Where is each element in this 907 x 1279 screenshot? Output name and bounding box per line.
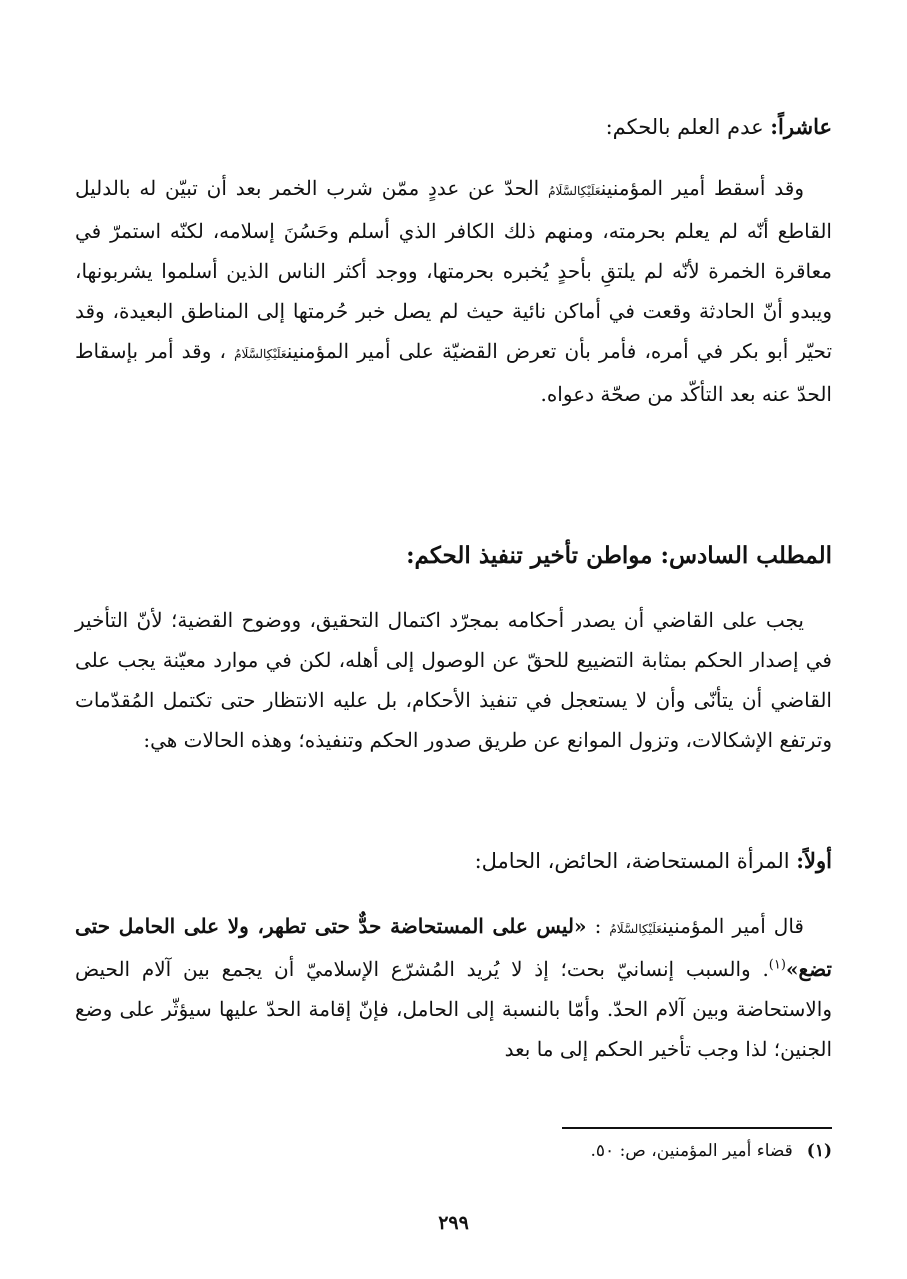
paragraph-tenth-part-1: وقد أسقط أمير المؤمنين — [600, 176, 804, 200]
page-number: ٢٩٩ — [438, 1212, 469, 1234]
footnote-reference[interactable]: (١) — [768, 957, 786, 973]
paragraph-tenth-part-3: ، وقد أمر بإسقاط الحدّ عنه بعد التأكّد من صحّة دعواه. — [75, 339, 832, 406]
subheading-tenth-label: عاشراً: — [770, 114, 832, 139]
subheading-first-title: المرأة المستحاضة، الحائض، الحامل: — [474, 849, 797, 873]
footnote-text: قضاء أمير المؤمنين، ص: ٥٠. — [590, 1141, 793, 1161]
paragraph-first — [75, 906, 832, 1069]
honorific-mark: عَلَيْكِالسَّلَامُ — [548, 184, 601, 198]
subheading-first — [75, 846, 832, 876]
hadith-quote: «ليس على المستحاضة حدٌّ حتى تطهر، ولا على الحامل حتى تضع» — [75, 914, 832, 981]
paragraph-tenth-part-2: الحدّ عن عددٍ ممّن شرب الخمر بعد أن تبيّن له بالدليل القاطع أنّه لم يعلم بحرمته، ومنهم ذلك الكافر الذي أسلم وحَسُنَ إسلامه، لكنّه استمرّ في معاقرة الخمرة لأنّه لم يلتقِ بأحدٍ يُخبره بحرمتها، ووجد أكثر الناس الذين أسلموا يشربونها، ويبدو أنّ الحادثة وقعت في أماكن نائية حيث لم يصل خبر حُرمتها إلى المناطق البعيدة، وقد تحيّر أبو بكر في أمره، فأمر بأن تعرض القضيّة على أمير المؤمنين — [75, 176, 833, 363]
subheading-tenth — [75, 112, 832, 142]
footnote-divider — [562, 1127, 832, 1129]
footnote-number: (١) — [806, 1141, 832, 1161]
subheading-first-label: أولاً: — [796, 848, 832, 873]
honorific-mark: عَلَيْكِالسَّلَامُ — [609, 922, 662, 936]
paragraph-first-part-2: : — [586, 914, 610, 938]
section-title: المطلب السادس: مواطن تأخير تنفيذ الحكم: — [406, 542, 832, 569]
footnote — [75, 1138, 832, 1164]
paragraph-tenth — [75, 168, 832, 414]
paragraph-section: يجب على القاضي أن يصدر أحكامه بمجرّد اكتمال التحقيق، ووضوح القضية؛ لأنّ التأخير في إصدار الحكم بمثابة التضييع للحقّ عن الوصول إلى أهله، لكن في موارد معيّنة يجب على القاضي أن يتأنّى وأن لا يستعجل في تنفيذ الأحكام، بل عليه الانتظار حتى تكتمل المُقدّمات وترتفع الإشكالات، وتزول الموانع عن طريق صدور الحكم وتنفيذه؛ وهذه الحالات هي: — [75, 608, 832, 752]
honorific-mark: عَلَيْكِالسَّلَامُ — [234, 347, 287, 361]
paragraph-first-part-3: . والسبب إنسانيّ بحت؛ إذ لا يُريد المُشرّع الإسلاميّ أن يجمع بين آلام الحيض والاستحاضة وبين آلام الحدّ. وأمّا بالنسبة إلى الحامل، فإنّ إقامة الحدّ عليها سيؤثّر على وضع الجنين؛ لذا وجب تأخير الحكم إلى ما بعد — [75, 957, 832, 1061]
subheading-tenth-title: عدم العلم بالحكم: — [605, 115, 771, 139]
paragraph-first-part-1: قال أمير المؤمنين — [662, 914, 804, 938]
